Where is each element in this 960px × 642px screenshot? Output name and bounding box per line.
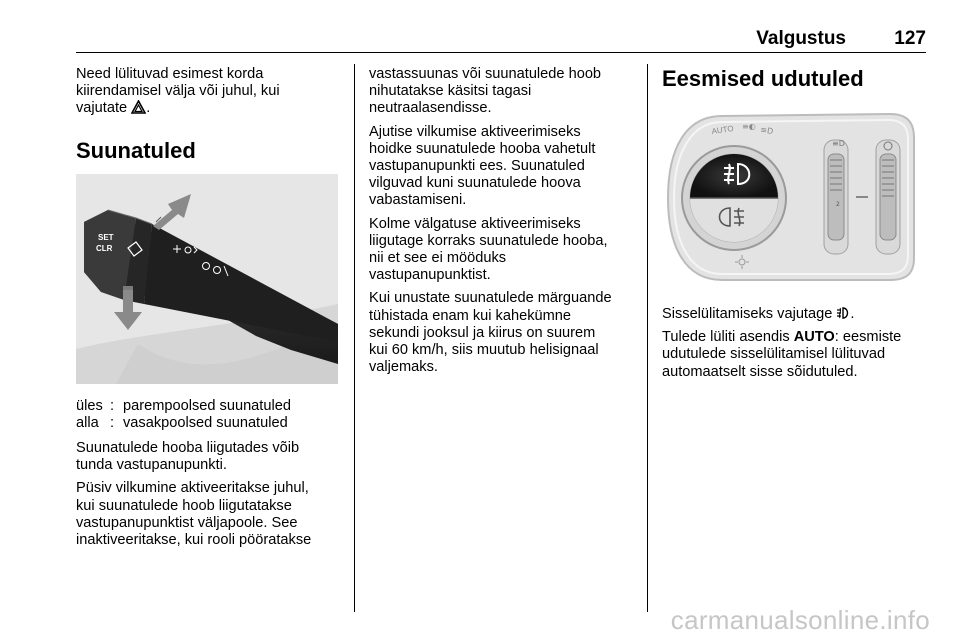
direction-list [76, 398, 344, 432]
list-item: üles : parempoolsed suunatuled [76, 397, 291, 414]
paragraph: Püsiv vilkumine aktiveeritakse juhul, kui suunatulede hoob liigutatakse vastupanupunktist väljapoole. See inaktiveeritakse, kui rooli pööratakse [76, 480, 312, 549]
turn-signal-lever-figure [76, 174, 338, 384]
paragraph: vastassuunas või suunatulede hoob nihutatakse käsitsi tagasi neutraalasendisse. [369, 66, 602, 117]
paragraph: Kui unustate suunatulede märguande tühistada enam kui kahekümne sekundi jooksul ja kiirus on suurem kui 60 km/h, siis muutub helisignaal valjemaks. [369, 290, 612, 376]
paragraph: Kolme välgatuse aktiveerimiseks liigutage korraks suunatulede hooba, nii et see ei mööduks vastupanupunktist. [369, 215, 608, 284]
light-switch-figure [662, 108, 924, 288]
watermark: carmanualsonline.info [670, 605, 930, 635]
column-divider-2 [647, 64, 648, 612]
heading-front-fog-lights: Eesmised udutuled [662, 66, 864, 91]
front-fog-icon [836, 306, 850, 320]
clr-label: CLR [96, 243, 113, 253]
auto-position-label: AUTO [793, 329, 835, 346]
section-title: Valgustus [756, 28, 846, 49]
paragraph: Ajutise vilkumise aktiveerimiseks hoidke suunatulede hooba vahetult vastupanupunkti ees. Suunatuled vilguvad kuni suunatulede hoova vabastamiseni. [369, 123, 596, 209]
column-3 [662, 66, 930, 387]
svg-text:≡D: ≡D [759, 125, 774, 137]
auto-label: AUTO [711, 123, 735, 136]
paragraph: Suunatulede hooba liigutades võib tunda vastupanupunkti. [76, 440, 300, 474]
page-header [76, 28, 926, 53]
set-label: SET [98, 232, 114, 242]
heading-turn-signals: Suunatuled [76, 137, 196, 163]
list-item: alla : vasakpoolsed suunatuled [76, 414, 288, 431]
intro-paragraph: Need lülituvad esimest korda kiirendamisel välja või juhul, kui vajutate . [76, 66, 280, 117]
warning-triangle-icon [131, 100, 146, 114]
paragraph: Tulede lüliti asendis AUTO: eesmiste udutulede sisselülitamisel lülituvad automaatselt sisse sõidutuled. [662, 329, 902, 380]
svg-text:≡◐: ≡◐ [742, 122, 756, 131]
page-number: 127 [894, 28, 926, 49]
paragraph: Sisselülitamiseks vajutage . [662, 306, 855, 322]
headlight-range-icon: ≡D [832, 139, 845, 148]
svg-text:2: 2 [836, 201, 840, 208]
column-2 [369, 66, 637, 382]
column-1 [76, 66, 344, 555]
column-divider-1 [354, 64, 355, 612]
